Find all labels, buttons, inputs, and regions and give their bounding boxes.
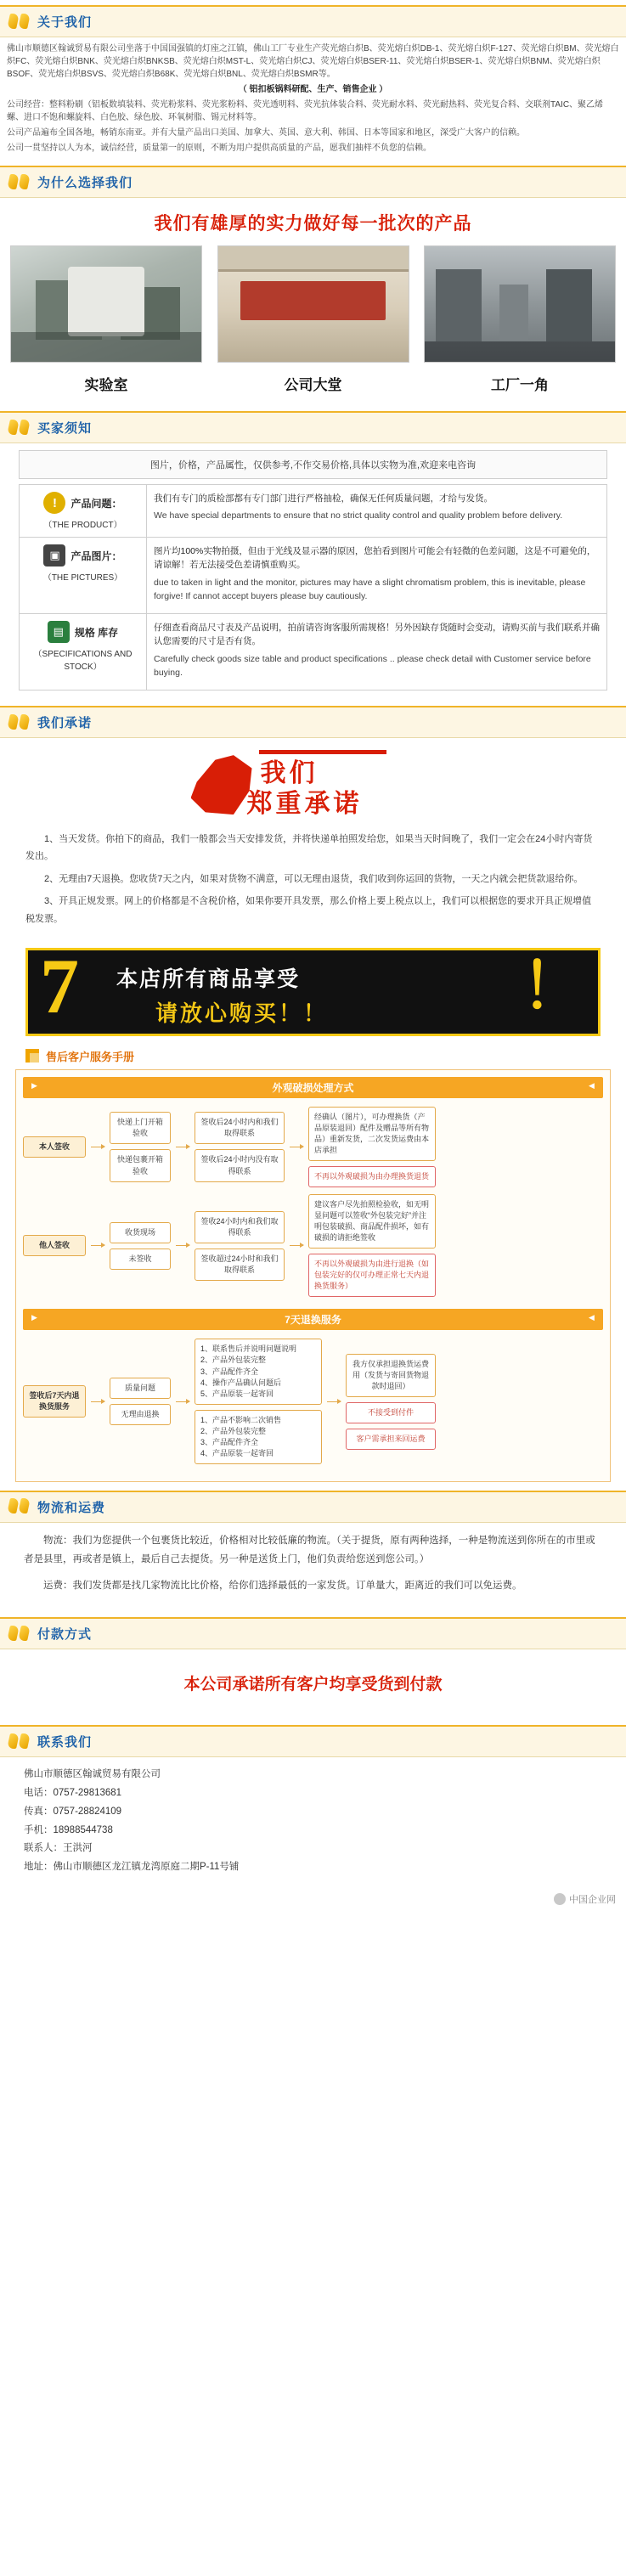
promise-logo-line1: 我们 <box>260 759 319 788</box>
arrow-icon <box>91 1245 104 1246</box>
notice-lead-text: 图片，价格，产品属性，仅供参考,不作交易价格,具体以实物为准,欢迎来电咨询 <box>19 450 607 479</box>
ribbon-icon <box>8 1733 31 1750</box>
about-line: 公司一贯坚持以人为本，诚信经营，质量第一的原则，不断为用户提供高质量的产品，愿我们抽样不负您的信赖。 <box>7 144 431 153</box>
section-title-contact: 联系我们 <box>37 1735 93 1750</box>
arrow-icon <box>327 1401 341 1402</box>
flow-outcome-node: 建议客户尽先拍照检验收，如无明显问题可以签收“外包装完好”并注明包装破损、商品配件损坏，如有破损的请拒绝签收 <box>308 1194 436 1249</box>
about-line: （ 铝扣板锅料研配、生产、销售企业 ） <box>238 85 388 94</box>
flow-condition-item: 2、产品外包装完整 <box>200 1426 267 1435</box>
flow-title: ▶ 外观破损处理方式 ▶ <box>23 1077 603 1098</box>
flow-title: ▶ 7天退换服务 ▶ <box>23 1309 603 1330</box>
table-row <box>20 614 607 691</box>
flow-node: 签收24小时内和我们取得联系 <box>195 1211 285 1243</box>
flow-condition-item: 2、产品外包装完整 <box>200 1356 267 1365</box>
flow-node: 签收后24小时内和我们取得联系 <box>195 1112 285 1144</box>
section-header-contact <box>0 1725 626 1757</box>
why-banner-text: 我们有雄厚的实力做好每一批次的产品 <box>154 214 472 234</box>
brand-dot-icon <box>554 1893 566 1905</box>
lobby-photo <box>217 245 409 363</box>
flow-lead-node: 本人签收 <box>23 1136 86 1158</box>
about-text-block <box>0 37 626 161</box>
table-row <box>20 538 607 614</box>
logistics-text-block <box>0 1523 626 1612</box>
service-manual-header <box>25 1048 626 1064</box>
flow-outcome-node: 经确认（图片），可办理换货（产品原装退回）配件及赠品等所有物品）重新发货，二次发货运费由本店承担 <box>308 1107 436 1161</box>
flow-condition-item: 1、产品不影响二次销售 <box>200 1415 282 1424</box>
camera-icon: ▣ <box>43 544 65 566</box>
section-header-logistics <box>0 1491 626 1523</box>
photo-card <box>217 245 409 406</box>
notice-text-en: due to taken in light and the monitor, pictures may have a slight chromatism problem, this is inevitable, please forgive! If cannot accept buyers please buy cautiously. <box>154 577 586 601</box>
contact-mobile: 手机：18988544738 <box>24 1824 113 1835</box>
ribbon-icon <box>8 14 31 31</box>
logistics-paragraph: 物流：我们为您提供一个包裹货比较近，价格相对比较低廉的物流。（关于提货，原有两种选择，一种是物流送到你所在的市里或者是县里，再或者是镇上，最后自己去提货。另一种是送货上门，他们负责给您送到您公司。） <box>24 1535 595 1565</box>
ribbon-icon <box>8 1626 31 1643</box>
photo-caption: 实验室 <box>84 377 128 393</box>
flow-branch-node: 无理由退换 <box>110 1404 171 1425</box>
section-header-payment <box>0 1617 626 1649</box>
section-title-buyer-notice: 买家须知 <box>37 421 93 436</box>
flow-outcome-node: 我方仅承担退换货运费用（发货与寄回货物退款时退回） <box>346 1354 436 1397</box>
flow-outcome-node: 不接受到付件 <box>346 1402 436 1423</box>
factory-photo <box>424 245 616 363</box>
exclamation-icon: ! <box>43 492 65 514</box>
section-title-promise: 我们承诺 <box>37 716 93 731</box>
flow-branch-node: 质量问题 <box>110 1378 171 1399</box>
ribbon-icon <box>8 1498 31 1515</box>
section-title-logistics: 物流和运费 <box>37 1500 106 1515</box>
flow-node: 快递包裹开箱验收 <box>110 1149 171 1181</box>
promise-item: 1、当天发货。你拍下的商品，我们一般都会当天安排发货，并将快递单拍照发给您，如果当天时间晚了，我们一定会在24小时内寄货发出。 <box>25 834 593 862</box>
promise-item: 2、无理由7天退换。您收货7天之内，如果对货物不满意，可以无理由退货，我们收到你运回的货物，一天之内就会把货款退给你。 <box>44 873 584 884</box>
notice-label-en: （SPECIFICATIONS AND STOCK） <box>33 650 133 673</box>
service-manual-title: 售后客户服务手册 <box>46 1050 135 1063</box>
arrow-icon <box>91 1401 104 1402</box>
notice-label-cn: 产品图片： <box>70 550 122 562</box>
banner-big-number: 7 <box>40 947 79 1029</box>
notice-text-cn: 图片均100%实物拍摄，但由于光线及显示器的原因，您拍看到图片可能会有轻微的色差问题，这是不可避免的，请谅解！若无法接受色差请慎重购买。 <box>154 546 596 571</box>
notice-label-cell <box>20 538 147 614</box>
seven-day-return-banner <box>25 948 601 1036</box>
flow-node: 签收超过24小时和我们取得联系 <box>195 1249 285 1281</box>
banner-line2: 请放心购买！！ <box>155 1000 329 1026</box>
flow-row <box>23 1339 603 1463</box>
about-line: 公司产品遍布全国各地，畅销东南亚。并有大量产品出口美国、加拿大、英国、意大利、韩国、日本等国家和地区，深受广大客户的信赖。 <box>7 128 525 138</box>
page-footer <box>0 1885 626 1916</box>
contact-company: 佛山市顺德区翰诚贸易有限公司 <box>24 1769 161 1780</box>
contact-address: 地址：佛山市顺德区龙江镇龙湾原庭二期P-11号铺 <box>24 1862 240 1873</box>
ribbon-icon <box>8 420 31 437</box>
arrow-icon <box>176 1401 189 1402</box>
photo-card <box>10 245 202 406</box>
table-row <box>20 485 607 538</box>
photo-card <box>424 245 616 406</box>
section-header-why <box>0 166 626 198</box>
about-line: 佛山市顺德区翰诚贸易有限公司坐落于中国国强镇的灯座之江镇，佛山工厂专业生产荧光熔白炽B、荧光熔白炽DB-1、荧光熔白炽F-127、荧光熔白炽BM、荧光熔白炽FC、荧光熔白炽BNK、荧光熔白炽BNKSB、荧光熔白炽MST-L、荧光熔白炽CJ、荧光熔白炽BSER-11、荧光熔白炽BSER-1、荧光熔白炽BNM、荧光熔白炽BSOF、荧光熔白炽BSVS、荧光熔白炽B68K、荧光熔白炽BNL、荧光熔白炽BSMR等。 <box>7 44 619 79</box>
truck-icon: ▤ <box>48 621 70 643</box>
flow-row <box>23 1194 603 1297</box>
contact-fax: 传真：0757-28824109 <box>24 1806 122 1817</box>
section-title-why: 为什么选择我们 <box>37 176 133 190</box>
promise-text-block <box>0 827 626 944</box>
banner-exclamation-icon: ！ <box>522 950 584 1022</box>
flow-outcome-node: 不再以外观破损为由办理换货退货 <box>308 1166 436 1187</box>
notice-text-cn: 仔细查看商品尺寸表及产品说明，拍前请咨询客服所需规格！另外因缺存货随时会变动，请购买前与我们联系并确认您需要的尺寸是否有货。 <box>154 623 600 647</box>
banner-line1: 本店所有商品享受 <box>116 967 301 991</box>
section-header-promise <box>0 706 626 738</box>
flow-node: 收货现场 <box>110 1222 171 1243</box>
flow-node: 快递上门开箱验收 <box>110 1112 171 1144</box>
contact-info-block <box>0 1757 626 1885</box>
flow-node: 签收后24小时内没有取得联系 <box>195 1149 285 1181</box>
notice-text-en: We have special departments to ensure that no strict quality control and quality problem before delivery. <box>154 510 563 521</box>
section-header-about <box>0 5 626 37</box>
arrow-icon <box>176 1245 189 1246</box>
section-title-about: 关于我们 <box>37 15 93 30</box>
about-line: 公司经营：整料粉刷（铝板数填装料、荧光粉浆料、荧光浆粉料、荧光透明料、荧光抗体装合料、荧光耐水料、荧光耐热料、荧光复合料、交联剂TAIC、聚乙烯螺、进口不饱和螺旋料、白色胶、绿色胶、环氧树脂、锡元材料等。 <box>7 100 604 122</box>
notice-text-cell <box>147 485 607 538</box>
ribbon-icon <box>8 714 31 731</box>
contact-person: 联系人：王洪河 <box>24 1843 93 1854</box>
flow-condition-item: 3、产品配件齐全 <box>200 1367 259 1376</box>
flow-condition-item: 4、产品原装一起寄回 <box>200 1448 274 1457</box>
notice-label-cn: 产品问题： <box>70 497 122 510</box>
contact-tel: 电话：0757-29813681 <box>24 1787 122 1798</box>
flowchart-damage-handling <box>15 1069 611 1482</box>
flow-condition-list <box>195 1410 322 1464</box>
fist-icon <box>191 755 252 815</box>
notice-text-cn: 我们有专门的质检部都有专门部门进行严格抽检，确保无任何质量问题，才给与发货。 <box>154 493 493 504</box>
arrow-icon <box>290 1245 303 1246</box>
notice-label-cell <box>20 485 147 538</box>
promise-item: 3、开具正规发票。网上的价格都是不含税价格，如果你要开具发票，那么价格上要上税点以上，我们可以根据您的要求开具正规增值税发票。 <box>25 896 592 924</box>
notice-text-cell <box>147 538 607 614</box>
footer-brand: 中国企业网 <box>569 1895 616 1906</box>
square-bullet-icon <box>25 1049 39 1063</box>
flow-node: 未签收 <box>110 1249 171 1270</box>
flow-condition-item: 4、操作产品确认问题后 <box>200 1378 282 1387</box>
section-header-buyer-notice <box>0 411 626 443</box>
flow-outcome-node: 客户需承担来回运费 <box>346 1429 436 1450</box>
flow-lead-node: 他人签收 <box>23 1235 86 1256</box>
flow-condition-list <box>195 1339 322 1404</box>
flow-outcome-node: 不再以外观破损为由进行退换（如包装完好的仅可办理正常七天内退换货服务） <box>308 1254 436 1297</box>
notice-label-en: （THE PRODUCT） <box>43 521 122 530</box>
notice-label-en: （THE PICTURES） <box>42 573 123 583</box>
notice-text-en: Carefully check goods size table and product specifications .. please check detail with Customer service before buying. <box>154 653 591 678</box>
flow-lead-node: 签收后7天内退换货服务 <box>23 1385 86 1418</box>
buyer-notice-block <box>0 443 626 701</box>
photo-caption: 工厂一角 <box>491 377 549 393</box>
photo-gallery <box>0 245 626 406</box>
flow-condition-item: 1、联系售后并说明问题说明 <box>200 1344 297 1354</box>
flow-condition-item: 5、产品原装一起寄回 <box>200 1389 274 1398</box>
logistics-paragraph: 运费：我们发货都是找几家物流比比价格，给你们选择最低的一家发货。订单量大，距离近的我们可以免运费。 <box>43 1580 522 1591</box>
flow-row <box>23 1107 603 1187</box>
promise-logo-line2: 郑重承诺 <box>246 790 363 819</box>
photo-caption: 公司大堂 <box>284 377 342 393</box>
notice-label-cell <box>20 614 147 691</box>
notice-text-cell <box>147 614 607 691</box>
lab-photo <box>10 245 202 363</box>
promise-logo <box>0 738 626 827</box>
section-title-payment: 付款方式 <box>37 1627 93 1643</box>
ribbon-icon <box>8 174 31 191</box>
payment-banner-text: 本公司承诺所有客户均享受货到付款 <box>183 1676 443 1694</box>
notice-table <box>19 484 607 691</box>
notice-label-cn: 规格 库存 <box>74 626 119 639</box>
flow-condition-item: 3、产品配件齐全 <box>200 1437 259 1446</box>
